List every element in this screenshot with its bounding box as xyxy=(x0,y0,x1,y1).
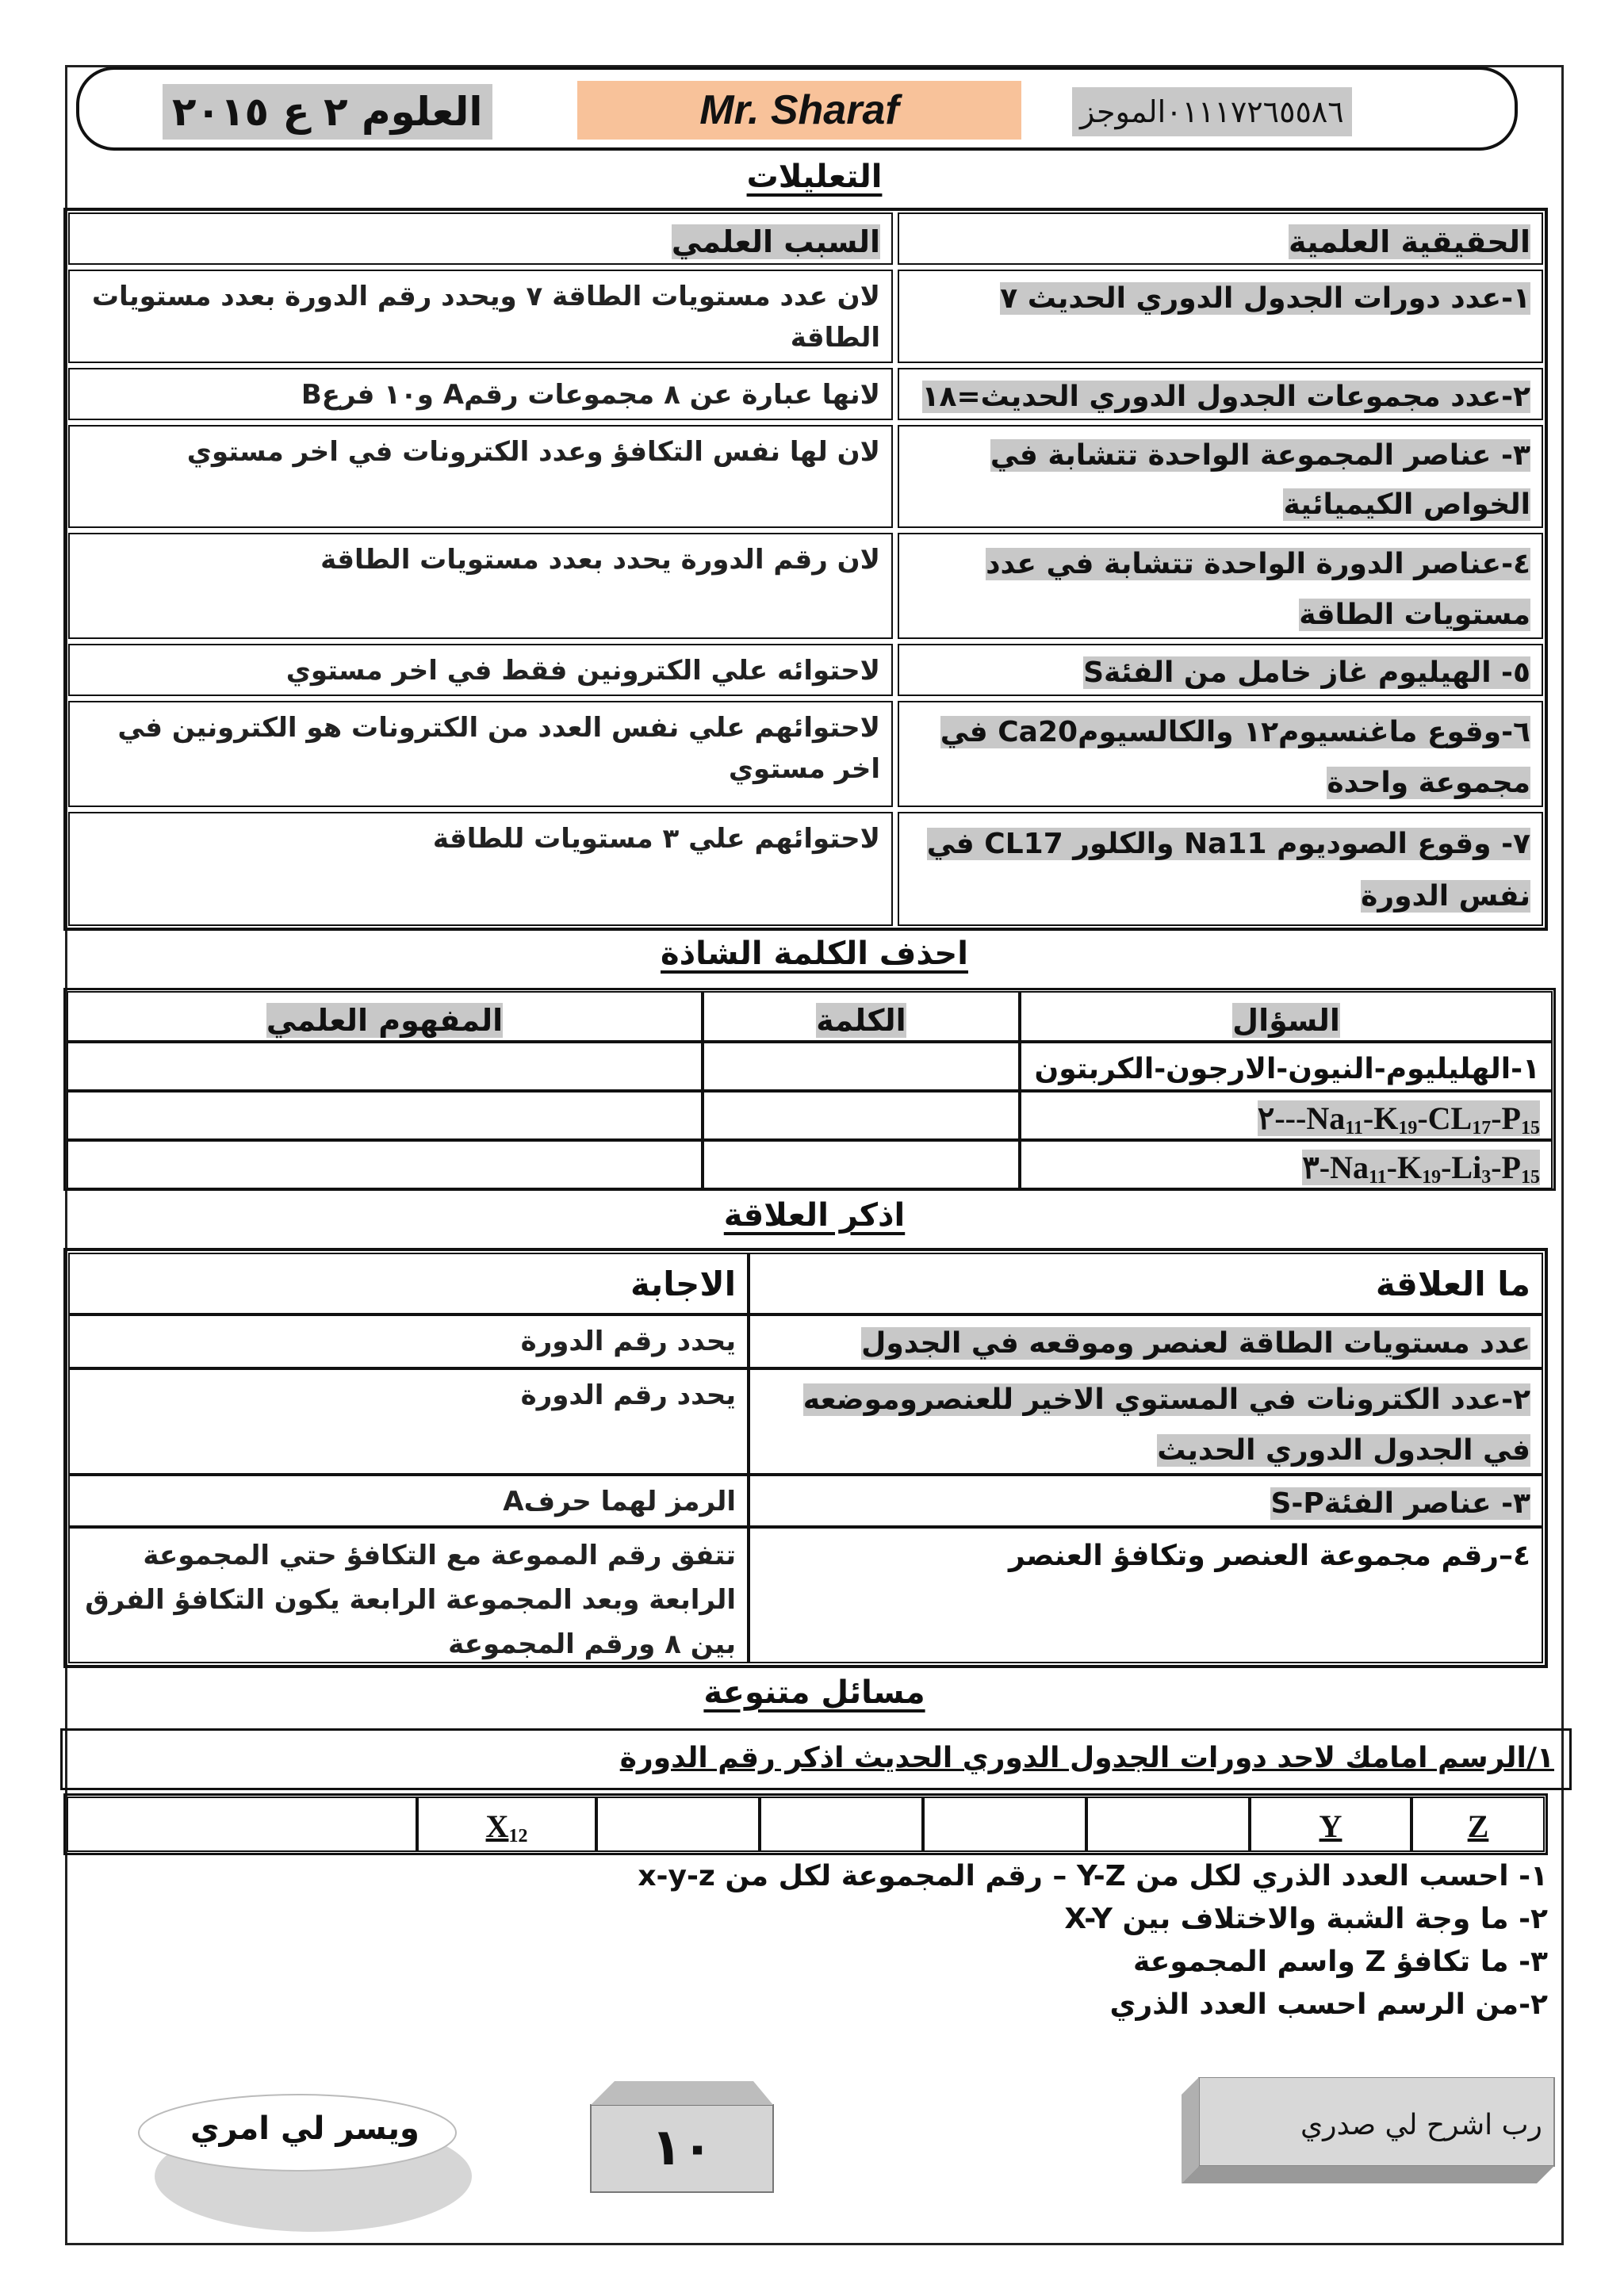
reason-fact-7: ٧- وقوع الصوديوم Na11 والكلور CL17 في نفس الدورة xyxy=(898,812,1543,926)
odd-question-3: $Na_{11}-K_{19}-Li_3-P_{15}-٣$ xyxy=(1020,1140,1553,1189)
reason-text-6: لاحتوائهم علي نفس العدد من الكترونات هو الكترونين في اخر مستوي xyxy=(68,701,893,807)
problems-title: مسائل متنوعة xyxy=(703,1674,925,1711)
subject-title: العلوم ٢ ع ٢٠١٥ xyxy=(163,84,492,140)
reason-fact-2: ٢-عدد مجموعات الجدول الدوري الحديث=١٨ xyxy=(898,368,1543,420)
relation-answer-2: يحدد رقم الدورة xyxy=(68,1368,749,1475)
reasons-title: التعليلات xyxy=(746,159,883,195)
relation-answer-1: يحدد رقم الدورة xyxy=(68,1314,749,1368)
odd-head-question: السؤال xyxy=(1020,991,1553,1042)
reason-text-7: لاحتوائهم علي ٣ مستويات للطاقة xyxy=(68,812,893,926)
odd-word-answer-3 xyxy=(703,1140,1020,1189)
reasons-head-fact: الحقيقية العلمية xyxy=(898,212,1543,265)
period-cell-4 xyxy=(923,1797,1086,1852)
relation-title: اذكر العلاقة xyxy=(723,1197,906,1234)
odd-question-2: $Na_{11}-K_{19}-CL_{17}-P_{15}---٢$ xyxy=(1020,1091,1553,1140)
phone-number: ٠١١١٧٢٦٥٥٨٦الموجز xyxy=(1072,87,1352,136)
relation-answer-4: تتفق رقم المموعة مع التكافؤ حتي المجموعة الرابعة وبعد المجموعة الرابعة يكون التكافؤ الفرق بين ٨ ورقم المجموعة xyxy=(68,1527,749,1663)
odd-concept-answer-2 xyxy=(67,1091,703,1140)
odd-concept-answer-3 xyxy=(67,1140,703,1189)
reason-text-5: لاحتوائه علي الكترونين فقط في اخر مستوي xyxy=(68,644,893,696)
period-cell-5 xyxy=(760,1797,923,1852)
reason-fact-5: ٥- الهيليوم غاز خامل من الفئةS xyxy=(898,644,1543,696)
relation-answer-3: الرمز لهما حرفA xyxy=(68,1475,749,1527)
period-cell-z: Z xyxy=(1411,1797,1545,1852)
footer-right-text: رب اشرح لي صدري xyxy=(1300,2109,1542,2141)
reason-text-1: لان عدد مستويات الطاقة ٧ ويحدد رقم الدورة بعدد مستويات الطاقة xyxy=(68,270,893,363)
left-footer-ellipse xyxy=(111,2085,476,2236)
reason-text-2: لانها عبارة عن ٨ مجموعات رقمA و١٠ فرعB xyxy=(68,368,893,420)
reason-text-4: لان رقم الدورة يحدد بعدد مستويات الطاقة xyxy=(68,533,893,639)
reason-fact-1: ١-عدد دورات الجدول الدوري الحديث ٧ xyxy=(898,270,1543,363)
page-number: ١٠ xyxy=(650,2118,714,2177)
answer-head: الاجابة xyxy=(68,1253,749,1314)
odd-concept-answer-1 xyxy=(67,1042,703,1091)
odd-word-title: احذف الكلمة الشاذة xyxy=(661,936,968,972)
relation-item-3: ٣- عناصر الفئةS-P xyxy=(749,1475,1543,1527)
problem-intro: ١/الرسم امامك لاحد دورات الجدول الدوري الحديث اذكر رقم الدورة xyxy=(619,1742,1554,1774)
period-cell-8 xyxy=(67,1797,417,1852)
relation-item-4: ٤–رقم مجموعة العنصر وتكافؤ العنصر xyxy=(749,1527,1543,1663)
problem-question-2: ٢- ما وجة الشبة والاختلاف بين X-Y xyxy=(1064,1903,1548,1935)
problem-question-3: ٣- ما تكافؤ Z واسم المجموعة xyxy=(1132,1946,1548,1978)
problem-question-4: ٢-من الرسم احسب العدد الذري xyxy=(1109,1988,1548,2021)
teacher-name: Mr. Sharaf xyxy=(577,81,1021,140)
odd-word-answer-2 xyxy=(703,1091,1020,1140)
period-cell-y: Y xyxy=(1250,1797,1411,1852)
reason-fact-6: ٦-وقوع ماغنسيوم١٢ والكالسيومCa20 في مجموعة واحدة xyxy=(898,701,1543,807)
odd-head-word: الكلمة xyxy=(703,991,1020,1042)
footer-left-text: ويسر لي امري xyxy=(190,2110,419,2147)
period-cell-3 xyxy=(1086,1797,1250,1852)
reason-fact-4: ٤-عناصر الدورة الواحدة تتشابة في عدد مستويات الطاقة xyxy=(898,533,1543,639)
relation-item-1: عدد مستويات الطاقة لعنصر وموقعه في الجدول xyxy=(749,1314,1543,1368)
period-cell-x: $X_{12}$ xyxy=(417,1797,596,1852)
reasons-head-reason: السبب العلمي xyxy=(68,212,893,265)
odd-head-concept: المفهوم العلمي xyxy=(67,991,703,1042)
odd-question-1: ١-الهليليوم-النيون-الارجون-الكربتون xyxy=(1020,1042,1553,1091)
odd-word-answer-1 xyxy=(703,1042,1020,1091)
relation-head: ما العلاقة xyxy=(749,1253,1543,1314)
problem-question-1: ١- احسب العدد الذري لكل من Y-Z – رقم المجموعة لكل من x-y-z xyxy=(638,1860,1548,1892)
reason-fact-3: ٣- عناصر المجموعة الواحدة تتشابة في الخواص الكيميائية xyxy=(898,425,1543,528)
reason-text-3: لان لها نفس التكافؤ وعدد الكترونات في اخر مستوي xyxy=(68,425,893,528)
relation-item-2: ٢-عدد الكترونات في المستوي الاخير للعنصروموضعه في الجدول الدوري الحديث xyxy=(749,1368,1543,1475)
period-cell-6 xyxy=(596,1797,760,1852)
